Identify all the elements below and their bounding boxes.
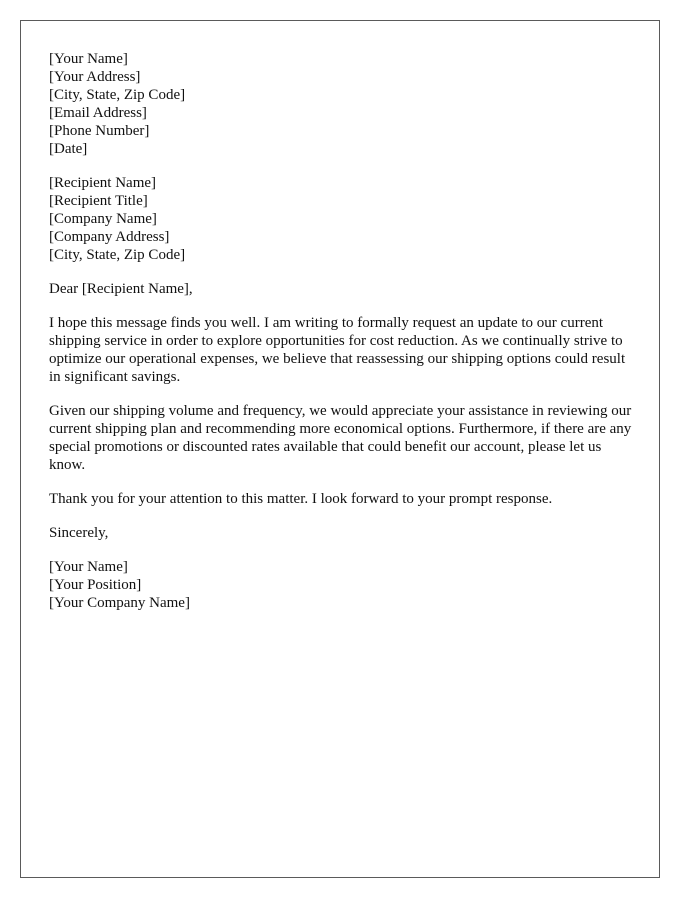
letter-page [20, 20, 660, 878]
recipient-city-state-zip: [City, State, Zip Code] [49, 247, 186, 263]
recipient-name: [Recipient Name] [49, 175, 157, 191]
signature-block [49, 558, 634, 612]
recipient-title: [Recipient Title] [49, 193, 148, 209]
letter-content [49, 50, 634, 628]
sender-address-block [49, 50, 634, 158]
body-paragraph: I hope this message finds you well. I am writing to formally request an update to our current shipping service in order to explore opportunities for cost reduction. As we continually strive to optimize our operational expenses, we believe that reassessing our shipping options could result in significant savings. [49, 315, 626, 385]
letter-date: [Date] [49, 141, 88, 157]
recipient-company-address: [Company Address] [49, 229, 170, 245]
recipient-address-block [49, 174, 634, 264]
sender-city-state-zip: [City, State, Zip Code] [49, 87, 186, 103]
sender-phone: [Phone Number] [49, 123, 150, 139]
sender-name: [Your Name] [49, 51, 128, 67]
body-paragraph: Thank you for your attention to this matter. I look forward to your prompt response. [49, 491, 553, 507]
signature-company: [Your Company Name] [49, 595, 190, 611]
recipient-company: [Company Name] [49, 211, 157, 227]
body-paragraph: Given our shipping volume and frequency, we would appreciate your assistance in reviewing our current shipping plan and recommending more economical options. Furthermore, if there are any special promotions or discounted rates available that could benefit our account, please let us know. [49, 403, 632, 473]
sender-email: [Email Address] [49, 105, 147, 121]
salutation: Dear [Recipient Name], [49, 281, 193, 297]
signature-name: [Your Name] [49, 559, 128, 575]
sender-address: [Your Address] [49, 69, 141, 85]
closing: Sincerely, [49, 525, 109, 541]
signature-position: [Your Position] [49, 577, 142, 593]
